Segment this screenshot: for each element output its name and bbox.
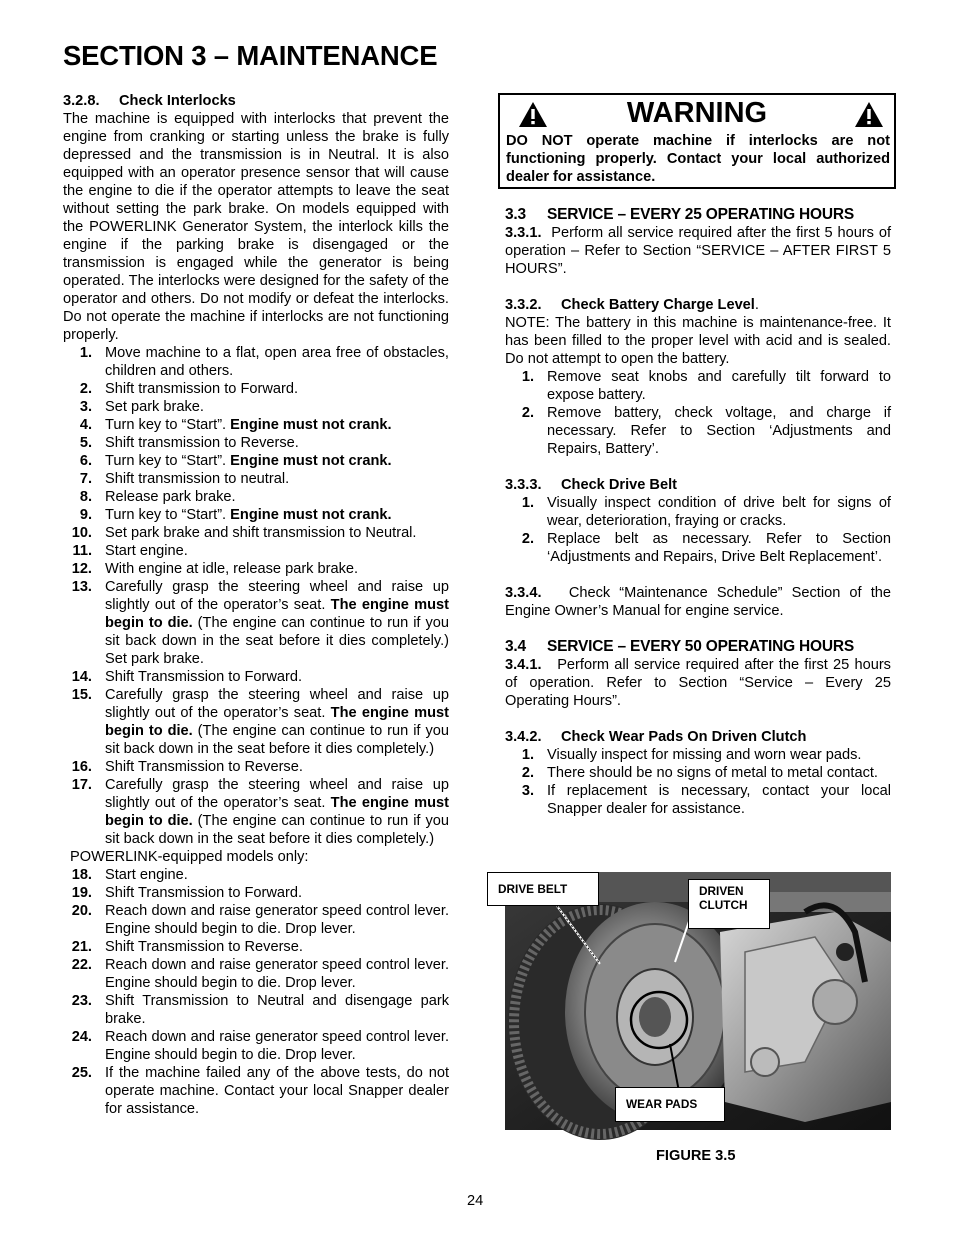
list-item: 17. Carefully grasp the steering wheel and raise up slightly out of the operator’s seat. The engine must begin to die. (The engine can continue to run if you sit back down in the seat before it dies completely.) (71, 777, 449, 847)
list-item: 4. Turn key to “Start”. Engine must not crank. (79, 417, 392, 433)
label-drive-belt: DRIVE BELT (487, 872, 599, 906)
list-item: 9. Turn key to “Start”. Engine must not crank. (79, 507, 392, 523)
list-item: 25. If the machine failed any of the above tests, do not operate machine. Contact your local Snapper dealer for assistance. (71, 1065, 449, 1117)
list-item: 3. Set park brake. (79, 399, 204, 415)
list-item: 23. Shift Transmission to Neutral and disengage park brake. (71, 993, 449, 1027)
list-item: 10. Set park brake and shift transmission to Neutral. (71, 525, 417, 541)
list-item: 1. Remove seat knobs and carefully tilt forward to expose battery. (521, 369, 891, 403)
battery-note: NOTE: The battery in this machine is maintenance-free. It has been filled to the proper level with acid and is sealed. Do not attempt to open the battery. (505, 315, 891, 367)
list-item: 1. Visually inspect for missing and worn wear pads. (521, 747, 862, 763)
para-3-4-1: 3.4.1. Perform all service required after the first 25 hours of operation. Refer to Section “Service – Every 25 Operating Hours”. (505, 657, 891, 709)
list-item: 19. Shift Transmission to Forward. (71, 885, 303, 901)
warning-title: WARNING (626, 97, 768, 129)
list-item: 1. Visually inspect condition of drive belt for signs of wear, deterioration, fraying or cracks. (521, 495, 891, 529)
para-3-3-4: 3.3.4. Check “Maintenance Schedule” Section of the Engine Owner’s Manual for engine service. (505, 585, 891, 619)
list-item: 16. Shift Transmission to Reverse. (71, 759, 303, 775)
warning-triangle-icon (854, 101, 884, 128)
label-wear-pads: WEAR PADS (615, 1087, 725, 1122)
list-item: 11. Start engine. (72, 543, 188, 559)
list-item: 2. There should be no signs of metal to metal contact. (521, 765, 878, 781)
label-driven-clutch: DRIVEN CLUTCH (688, 879, 770, 929)
list-item: 5. Shift transmission to Reverse. (79, 435, 299, 451)
powerlink-steps (63, 866, 449, 1118)
list-item: 7. Shift transmission to neutral. (79, 471, 290, 487)
interlocks-intro: The machine is equipped with interlocks that prevent the engine from cranking or starting unless the brake is fully depressed and the transmission is in Neutral. It is also equipped with an operator presence sensor that will cause the engine to die if the operator attempts to leave the seat without setting the park brake. On models equipped with the POWERLINK Generator System, the interlock kills the engine if the parking brake is disengaged or the transmission is engaged while the generator is being operated. The interlocks were designed for the safety of the operator and others. Do not modify or defeat the interlocks. Do not operate the machine if interlocks are not functioning properly. (63, 111, 449, 343)
para-3-3-1: 3.3.1. Perform all service required after the first 5 hours of operation – Refer to Section “SERVICE – AFTER FIRST 5 HOURS”. (505, 225, 891, 277)
list-item: 22. Reach down and raise generator speed control lever. Engine should begin to die. Drop lever. (71, 957, 449, 991)
list-item: 1. Move machine to a flat, open area free of obstacles, children and others. (79, 345, 449, 379)
figure-caption: FIGURE 3.5 (656, 1148, 736, 1164)
drive-belt-steps (505, 494, 891, 566)
interlock-steps (63, 344, 449, 848)
list-item: 12. With engine at idle, release park brake. (71, 561, 359, 577)
section-title: SECTION 3 – MAINTENANCE (63, 40, 438, 71)
battery-steps (505, 368, 891, 458)
figure-photo (498, 872, 891, 1130)
heading-3-4-2: 3.4.2. Check Wear Pads On Driven Clutch (505, 729, 807, 745)
warning-text: DO NOT operate machine if interlocks are not functioning properly. Contact your local authorized dealer for assistance. (506, 133, 890, 185)
list-item: 2. Shift transmission to Forward. (79, 381, 299, 397)
heading-3-3-2: 3.3.2. Check Battery Charge Level. (505, 297, 759, 313)
list-item: 15. Carefully grasp the steering wheel and raise up slightly out of the operator’s seat. The engine must begin to die. (The engine can continue to run if you sit back down in the seat before it dies completely.) (71, 687, 449, 757)
powerlink-note: POWERLINK-equipped models only: (70, 849, 309, 865)
right-column (505, 206, 891, 818)
left-column (63, 92, 449, 1118)
list-item: 13. Carefully grasp the steering wheel and raise up slightly out of the operator’s seat. The engine must begin to die. (The engine can continue to run if you sit back down in the seat before it dies completely.) Set park brake. (71, 579, 449, 667)
list-item: 21. Shift Transmission to Reverse. (71, 939, 303, 955)
heading-3-4: 3.4 SERVICE – EVERY 50 OPERATING HOURS (505, 638, 855, 655)
list-item: 2. Remove battery, check voltage, and charge if necessary. Refer to Section ‘Adjustments and Repairs, Battery’. (521, 405, 891, 457)
heading-3-3-3: 3.3.3. Check Drive Belt (505, 477, 677, 493)
heading-3-3: 3.3 SERVICE – EVERY 25 OPERATING HOURS (505, 206, 855, 223)
list-item: 20. Reach down and raise generator speed control lever. Engine should begin to die. Drop lever. (71, 903, 449, 937)
list-item: 24. Reach down and raise generator speed control lever. Engine should begin to die. Drop lever. (71, 1029, 449, 1063)
list-item: 3. If replacement is necessary, contact your local Snapper dealer for assistance. (521, 783, 891, 817)
list-item: 14. Shift Transmission to Forward. (71, 669, 303, 685)
warning-box (498, 93, 896, 189)
list-item: 2. Replace belt as necessary. Refer to Section ‘Adjustments and Repairs, Drive Belt Replacement’. (521, 531, 891, 565)
list-item: 6. Turn key to “Start”. Engine must not crank. (79, 453, 392, 469)
page-number: 24 (467, 1193, 484, 1209)
list-item: 8. Release park brake. (79, 489, 236, 505)
list-item: 18. Start engine. (71, 867, 188, 883)
wear-pad-steps (505, 746, 891, 818)
heading-3-2-8: 3.2.8. Check Interlocks (63, 93, 236, 109)
